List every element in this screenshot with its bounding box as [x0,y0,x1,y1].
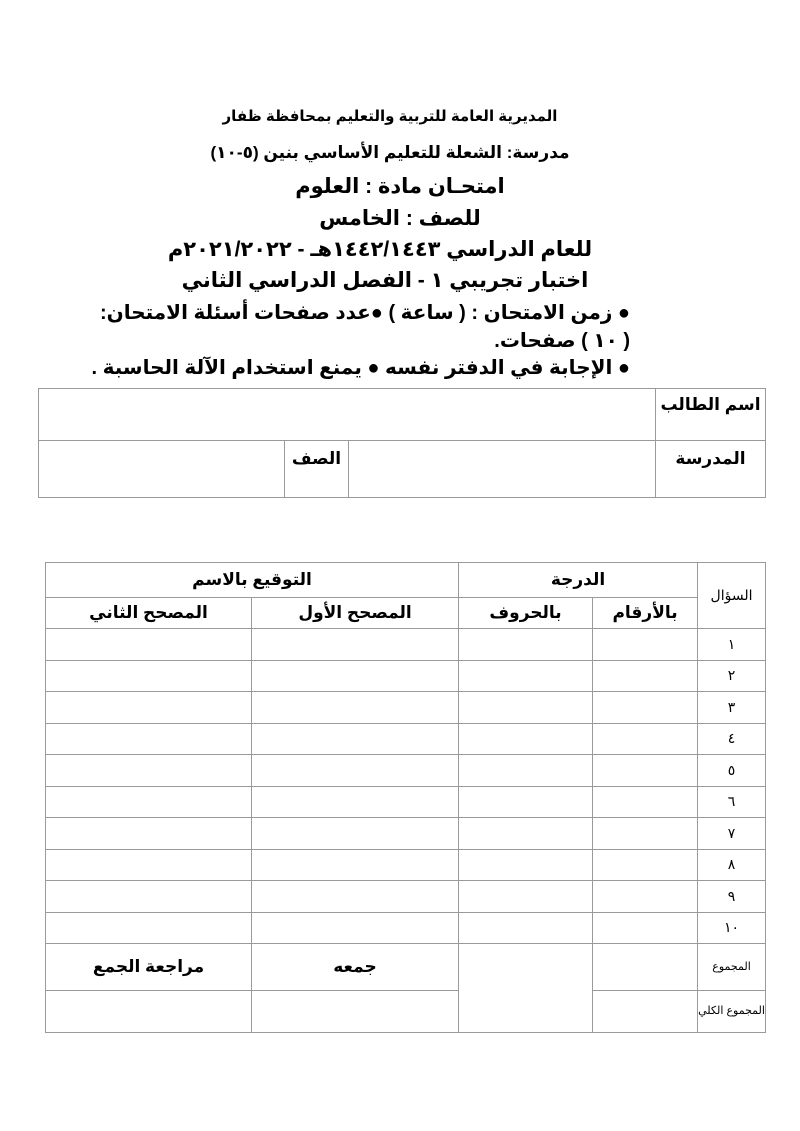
second-corrector-cell[interactable] [46,723,252,755]
grade-numbers-cell[interactable] [593,660,698,692]
total-letters-cell[interactable] [459,944,593,1033]
grade-numbers-cell[interactable] [593,629,698,661]
first-corrector-cell[interactable] [252,818,459,850]
first-corrector-cell[interactable] [252,692,459,724]
grade-letters-cell[interactable] [459,849,593,881]
first-corrector-cell[interactable] [252,849,459,881]
second-corrector-cell[interactable] [46,660,252,692]
question-row [46,912,766,944]
grade-numbers-cell[interactable] [593,849,698,881]
question-row [46,849,766,881]
first-corrector-cell[interactable] [252,912,459,944]
student-name-field[interactable] [39,389,656,441]
sum-review-field[interactable] [46,991,252,1033]
student-name-label: اسم الطالب [656,389,766,441]
second-corrector-cell[interactable] [46,692,252,724]
instruction-time-pages: ● زمن الامتحان : ( ساعة ) ●عدد صفحات أسئلة الامتحان: [99,302,630,324]
question-header: السؤال [698,563,766,629]
total-numbers-cell[interactable] [593,944,698,991]
first-corrector-cell[interactable] [252,660,459,692]
second-corrector-cell[interactable] [46,912,252,944]
directorate-title: المديرية العامة للتربية والتعليم بمحافظة ظفار [222,108,558,125]
grade-letters-cell[interactable] [459,786,593,818]
question-number: ١٠ [698,912,766,944]
grades-table [45,562,766,1033]
first-corrector-cell[interactable] [252,755,459,787]
total-label: المجموع [698,944,766,991]
question-row [46,660,766,692]
question-row [46,692,766,724]
school-field[interactable] [349,441,656,498]
signature-header: التوقيع بالاسم [46,563,459,598]
first-corrector-cell[interactable] [252,723,459,755]
question-row [46,818,766,850]
grade-numbers-cell[interactable] [593,723,698,755]
question-row [46,786,766,818]
question-number: ٦ [698,786,766,818]
grade-numbers-cell[interactable] [593,881,698,913]
second-corrector-cell[interactable] [46,629,252,661]
grade-numbers-cell[interactable] [593,912,698,944]
question-row [46,755,766,787]
instruction-pages-count: ( ١٠ ) صفحات. [494,330,630,352]
in-letters-header: بالحروف [459,598,593,629]
grade-numbers-cell[interactable] [593,692,698,724]
second-corrector-cell[interactable] [46,786,252,818]
in-numbers-header: بالأرقام [593,598,698,629]
first-corrector-cell[interactable] [252,786,459,818]
first-corrector-cell[interactable] [252,629,459,661]
second-corrector-cell[interactable] [46,818,252,850]
sum-review-label: مراجعة الجمع [46,944,252,991]
grade-letters-cell[interactable] [459,660,593,692]
school-title: مدرسة: الشعلة للتعليم الأساسي بنين (٥-١٠) [210,143,570,162]
question-number: ٩ [698,881,766,913]
grade-letters-cell[interactable] [459,723,593,755]
summed-by-label: جمعه [252,944,459,991]
grade-header: الدرجة [459,563,698,598]
question-number: ٥ [698,755,766,787]
first-corrector-cell[interactable] [252,881,459,913]
second-corrector-cell[interactable] [46,755,252,787]
grade-letters-cell[interactable] [459,881,593,913]
summed-by-field[interactable] [252,991,459,1033]
student-info-table [38,388,766,498]
subject-title: امتحـان مادة : العلوم [295,175,505,198]
question-row [46,629,766,661]
second-corrector-cell[interactable] [46,849,252,881]
grand-total-label: المجموع الكلي [698,991,766,1033]
grade-numbers-cell[interactable] [593,818,698,850]
school-label: المدرسة [656,441,766,498]
first-corrector-header: المصحح الأول [252,598,459,629]
second-corrector-header: المصحح الثاني [46,598,252,629]
grade-numbers-cell[interactable] [593,755,698,787]
grade-letters-cell[interactable] [459,912,593,944]
question-number: ٨ [698,849,766,881]
grade-letters-cell[interactable] [459,755,593,787]
instruction-answer-calculator: ● الإجابة في الدفتر نفسه ● يمنع استخدام الآلة الحاسبة . [91,357,630,379]
test-title: اختبار تجريبي ١ - الفصل الدراسي الثاني [181,269,589,292]
grand-total-numbers-cell[interactable] [593,991,698,1033]
question-number: ٣ [698,692,766,724]
grade-letters-cell[interactable] [459,692,593,724]
question-number: ٤ [698,723,766,755]
question-number: ١ [698,629,766,661]
class-field[interactable] [39,441,285,498]
question-row [46,881,766,913]
class-label: الصف [285,441,349,498]
grade-title: للصف : الخامس [319,207,481,230]
question-number: ٧ [698,818,766,850]
question-row [46,723,766,755]
question-number: ٢ [698,660,766,692]
academic-year: للعام الدراسي ١٤٤٢/١٤٤٣هـ - ٢٠٢١/٢٠٢٢م [167,238,593,261]
grade-numbers-cell[interactable] [593,786,698,818]
grade-letters-cell[interactable] [459,818,593,850]
grade-letters-cell[interactable] [459,629,593,661]
second-corrector-cell[interactable] [46,881,252,913]
